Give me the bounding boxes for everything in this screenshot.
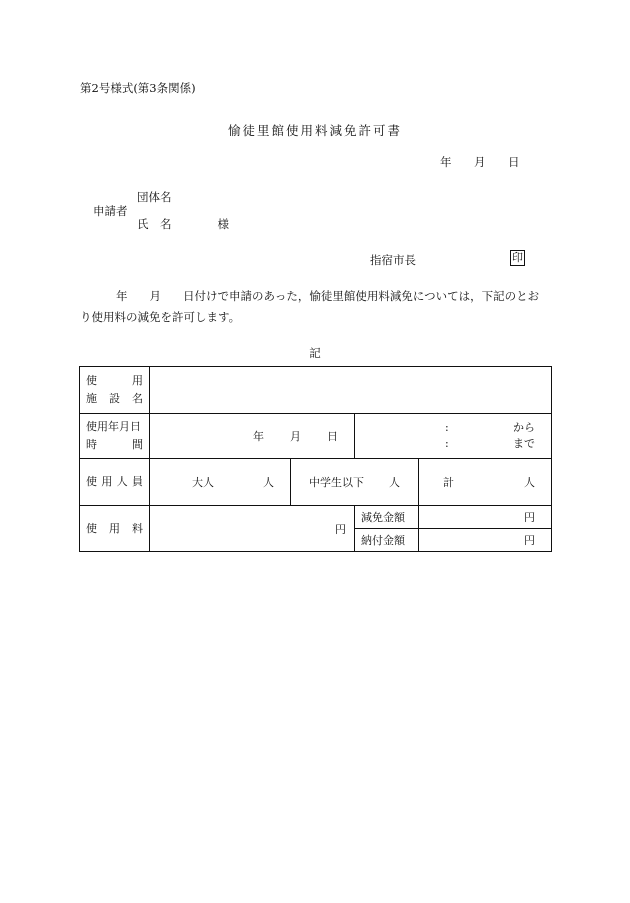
users-label: 使 用 人 員	[80, 459, 150, 506]
reduction-label: 減免金額	[355, 506, 419, 529]
honorific: 様	[217, 217, 229, 231]
reduction-value[interactable]: 円	[419, 506, 552, 529]
facility-row	[80, 367, 552, 414]
body-year: 年	[116, 289, 128, 303]
body-text-line2: り使用料の減免を許可します。	[80, 310, 241, 324]
body-paragraph	[80, 286, 552, 328]
fee-value[interactable]: 円	[150, 506, 355, 552]
body-month: 月	[149, 289, 161, 303]
facility-label: 使 用 施 設 名	[80, 367, 150, 414]
date-month: 月	[474, 155, 486, 169]
payment-label: 納付金額	[355, 529, 419, 552]
reduction-table	[79, 366, 552, 552]
junior-count[interactable]: 中学生以下 人	[291, 459, 419, 506]
period-row	[80, 414, 552, 459]
applicant-label: 申請者	[93, 204, 128, 218]
date-year: 年	[440, 155, 452, 169]
issuer-title: 指宿市長	[370, 253, 416, 267]
fee-label: 使 用 料	[80, 506, 150, 552]
total-count[interactable]: 計 人	[419, 459, 552, 506]
payment-value[interactable]: 円	[419, 529, 552, 552]
issue-date	[440, 154, 520, 170]
facility-value[interactable]	[150, 367, 552, 414]
adult-count[interactable]: 大人 人	[150, 459, 291, 506]
period-date[interactable]: 年 月 日	[150, 414, 355, 459]
ki-heading: 記	[309, 346, 321, 360]
org-name-label: 団体名	[137, 190, 172, 204]
fee-row	[80, 506, 552, 529]
period-time[interactable]: : から : まで	[355, 414, 552, 459]
period-label: 使用年月日 時 間	[80, 414, 150, 459]
date-day: 日	[508, 155, 520, 169]
applicant-name-row	[137, 216, 229, 232]
document-title: 愉徒里館使用料減免許可書	[227, 123, 402, 138]
form-number: 第2号様式(第3条関係)	[80, 81, 196, 95]
users-row	[80, 459, 552, 506]
body-text-line1: 日付けで申請のあった，愉徒里館使用料減免については，下記のとお	[183, 289, 540, 303]
name-label: 氏 名	[137, 217, 172, 231]
seal-mark: 印	[512, 251, 523, 264]
